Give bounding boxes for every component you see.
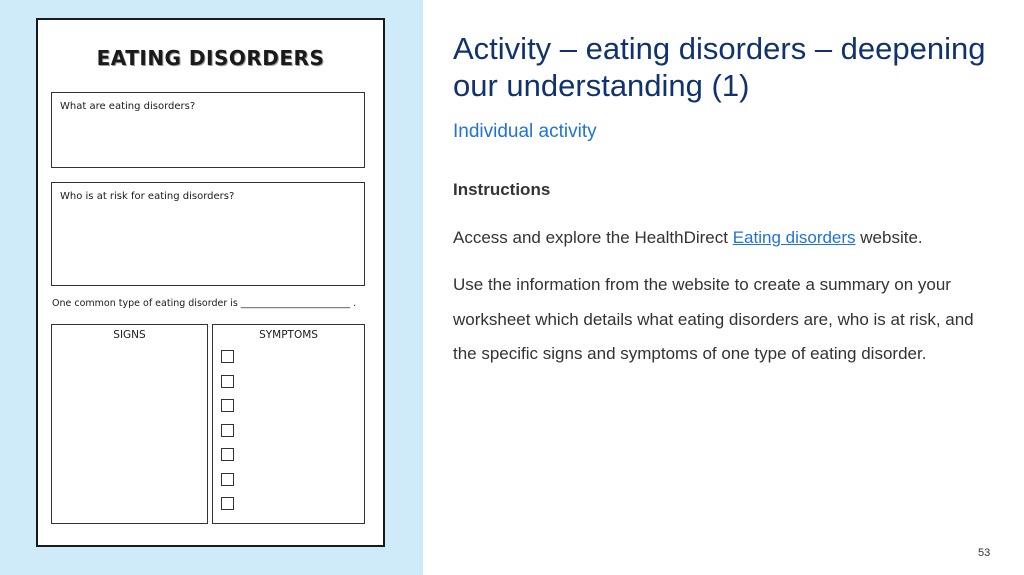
- symptoms-column: [212, 324, 365, 524]
- symptom-checkbox: [221, 497, 234, 510]
- question-box-who: [51, 182, 365, 286]
- page-number: 53: [978, 547, 991, 559]
- signs-column: [51, 324, 208, 524]
- eating-disorders-link[interactable]: Eating disorders: [732, 228, 856, 247]
- symptom-checkbox: [221, 350, 234, 363]
- instruction-paragraph-1: [453, 221, 998, 256]
- worksheet-panel: [0, 0, 423, 575]
- question-box-what: [51, 92, 365, 168]
- signs-header: SIGNS: [113, 329, 146, 341]
- slide-subtitle: Individual activity: [453, 121, 597, 142]
- symptom-checkbox: [221, 375, 234, 388]
- instructions-heading: Instructions: [453, 180, 551, 199]
- symptom-checkbox: [221, 473, 234, 486]
- slide-title: Activity – eating disorders – deepening our understanding (1): [453, 31, 986, 103]
- worksheet-title: EATING DISORDERS: [96, 46, 325, 70]
- question-who-label: Who is at risk for eating disorders?: [60, 191, 235, 202]
- instruction-text-after-link: website.: [855, 228, 923, 247]
- symptom-checkbox: [221, 424, 234, 437]
- worksheet-image: [36, 18, 385, 547]
- instruction-paragraph-2: Use the information from the website to create a summary on your worksheet which details what eating disorders are, who is at risk, and the specific signs and symptoms of one type of eating disorder.: [453, 275, 974, 363]
- fill-in-line: One common type of eating disorder is _______________________ .: [52, 298, 357, 309]
- instruction-text-before-link: Access and explore the HealthDirect: [453, 228, 733, 247]
- question-what-label: What are eating disorders?: [60, 101, 196, 112]
- symptom-checkbox: [221, 448, 234, 461]
- symptom-checkbox: [221, 399, 234, 412]
- symptoms-header: SYMPTOMS: [259, 329, 318, 341]
